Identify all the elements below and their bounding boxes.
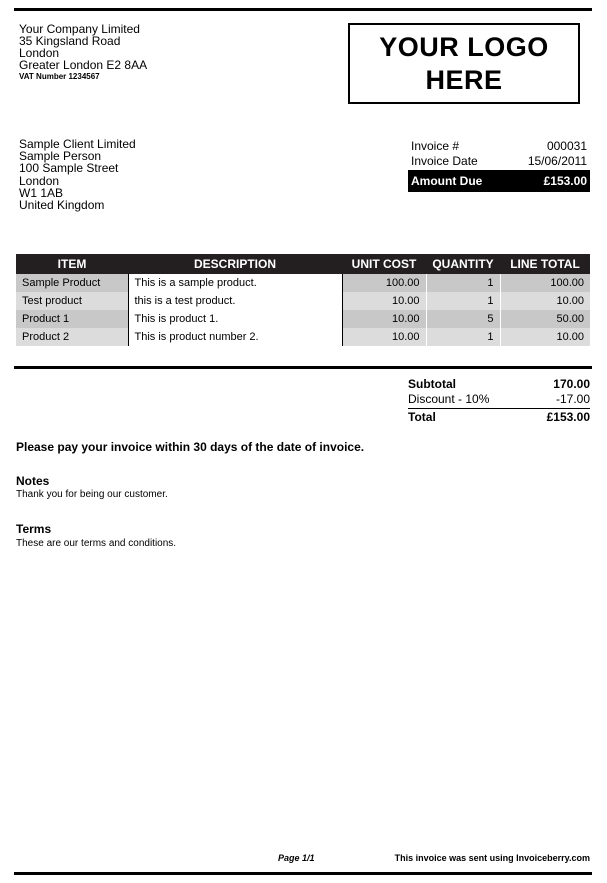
line-items-table [16,254,590,346]
row-line-total: 50.00 [500,310,590,328]
header-line-total: LINE TOTAL [500,254,590,274]
logo-line-2: HERE [425,64,503,95]
page-number: Page 1/1 [278,853,315,863]
company-city: London [19,46,60,60]
discount-value: -17.00 [555,392,590,406]
company-address-line: 35 Kingsland Road [19,34,121,48]
notes-title: Notes [16,474,50,488]
table-row [16,292,590,310]
row-item: Sample Product [16,274,128,292]
table-row [16,274,590,292]
bottom-rule [14,872,592,875]
header-item: ITEM [16,254,128,274]
row-quantity: 1 [426,274,500,292]
row-quantity: 1 [426,328,500,346]
row-description: This is product 1. [128,310,342,328]
invoice-number-label: Invoice # [411,139,460,153]
row-description: This is a sample product. [128,274,342,292]
top-rule [14,8,592,11]
company-region: Greater London E2 8AA [19,58,148,72]
row-description: this is a test product. [128,292,342,310]
client-address [19,138,136,211]
discount-label: Discount - 10% [408,392,490,406]
row-unit-cost: 10.00 [342,292,426,310]
client-street: 100 Sample Street [19,161,119,176]
row-line-total: 10.00 [500,292,590,310]
row-description: This is product number 2. [128,328,342,346]
row-unit-cost: 10.00 [342,310,426,328]
subtotal-value: 170.00 [553,377,590,391]
subtotal-label: Subtotal [408,377,456,391]
amount-due: £153.00 [543,174,587,188]
row-quantity: 1 [426,292,500,310]
amount-due-label: Amount Due [411,174,483,188]
table-header-row [16,254,590,274]
client-city: London [19,173,60,188]
row-line-total: 100.00 [500,274,590,292]
sent-via-note: This invoice was sent using Invoiceberry.com [394,853,590,863]
header-unit-cost: UNIT COST [342,254,426,274]
invoice-number: 000031 [546,139,587,153]
logo-line-1: YOUR LOGO [379,31,549,62]
total-value: £153.00 [546,410,590,424]
row-quantity: 5 [426,310,500,328]
table-row [16,310,590,328]
invoice-date: 15/06/2011 [527,154,587,168]
invoice-date-row [408,154,590,169]
invoice-date-label: Invoice Date [411,154,478,168]
header-quantity: QUANTITY [426,254,500,274]
total-row [408,410,590,425]
row-unit-cost: 10.00 [342,328,426,346]
terms-title: Terms [16,522,52,536]
company-name: Your Company Limited [19,22,140,36]
invoice-meta [408,139,590,192]
client-name: Sample Client Limited [19,137,136,151]
table-bottom-rule [14,366,592,369]
row-unit-cost: 100.00 [342,274,426,292]
row-item: Product 2 [16,328,128,346]
client-person: Sample Person [19,149,102,164]
discount-row [408,392,590,407]
client-postcode: W1 1AB [19,185,64,200]
header-description: DESCRIPTION [128,254,342,274]
payment-note: Please pay your invoice within 30 days of the date of invoice. [16,440,365,454]
company-vat: VAT Number 1234567 [19,72,100,81]
invoice-number-row [408,139,590,154]
table-row [16,328,590,346]
row-item: Test product [16,292,128,310]
subtotal-row [408,377,590,392]
notes-text: Thank you for being our customer. [16,489,168,500]
totals-block [408,377,590,425]
amount-due-row [408,170,590,192]
terms-text: These are our terms and conditions. [16,538,177,549]
row-item: Product 1 [16,310,128,328]
client-country: United Kingdom [19,198,105,213]
total-label: Total [408,410,436,424]
logo-placeholder [348,23,580,104]
totals-divider [408,408,590,409]
row-line-total: 10.00 [500,328,590,346]
company-address [19,23,147,82]
